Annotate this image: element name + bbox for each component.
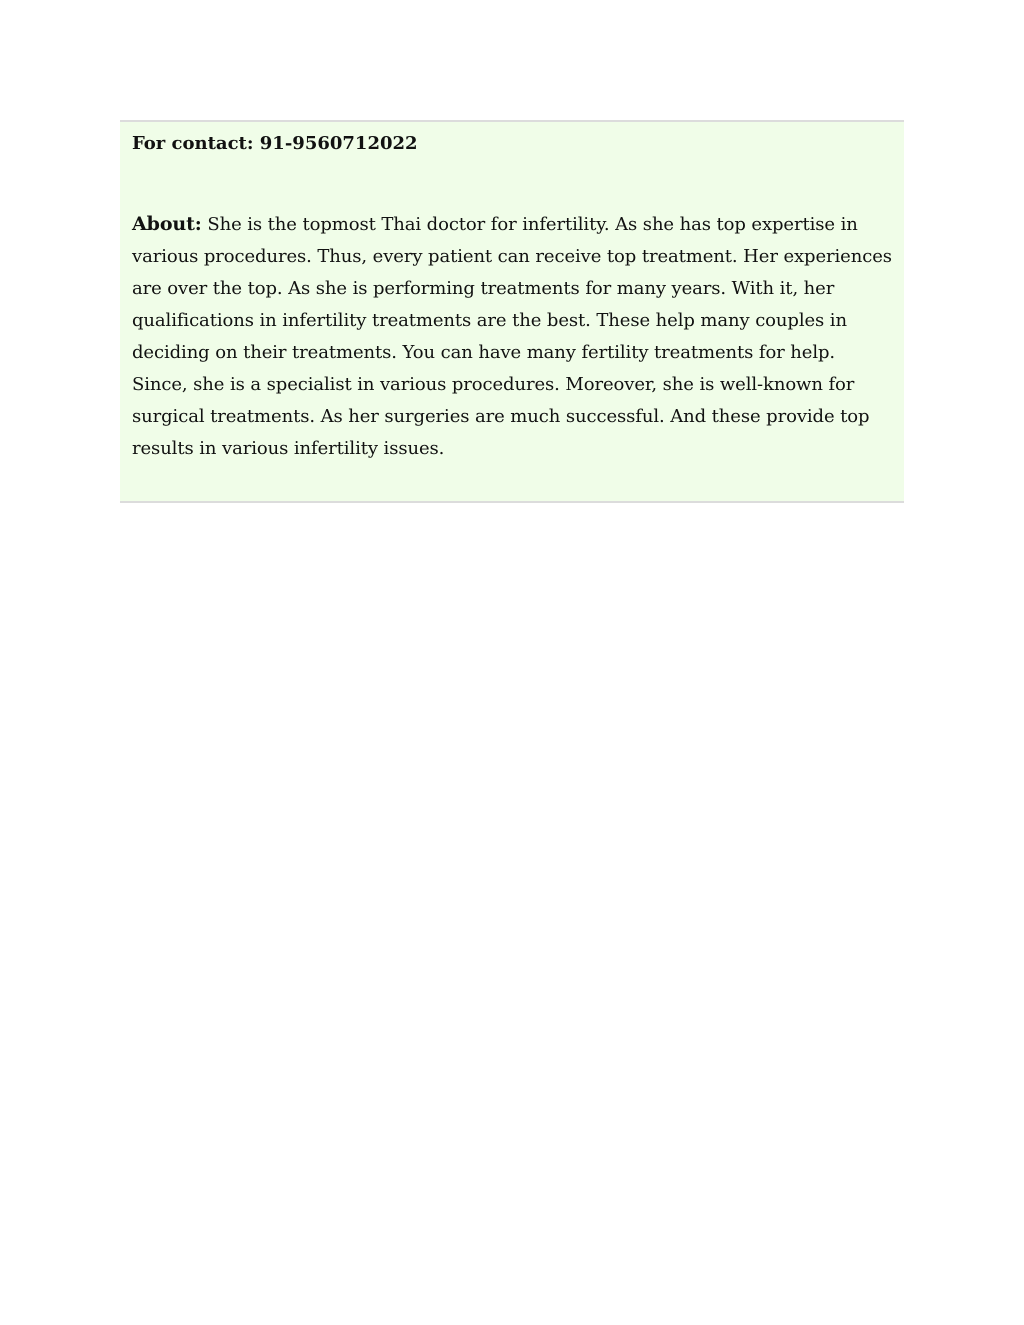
contact-phone: 91-9560712022 bbox=[259, 133, 418, 154]
doctor-info-box bbox=[120, 120, 904, 503]
about-text: She is the topmost Thai doctor for infertility. As she has top expertise in various procedures. Thus, every patient can receive top treatment. Her experiences are over the top. As she is performing treatments for many years. With it, her qualifications in infertility treatments are the best. These help many couples in deciding on their treatments. You can have many fertility treatments for help. Since, she is a specialist in various procedures. Moreover, she is well-known for surgical treatments. As her surgeries are much successful. And these provide top results in various infertility issues. bbox=[132, 214, 892, 459]
about-paragraph bbox=[132, 208, 892, 465]
about-label: About: bbox=[132, 213, 202, 235]
contact-label: For contact: bbox=[132, 133, 254, 154]
contact-line bbox=[132, 132, 892, 156]
